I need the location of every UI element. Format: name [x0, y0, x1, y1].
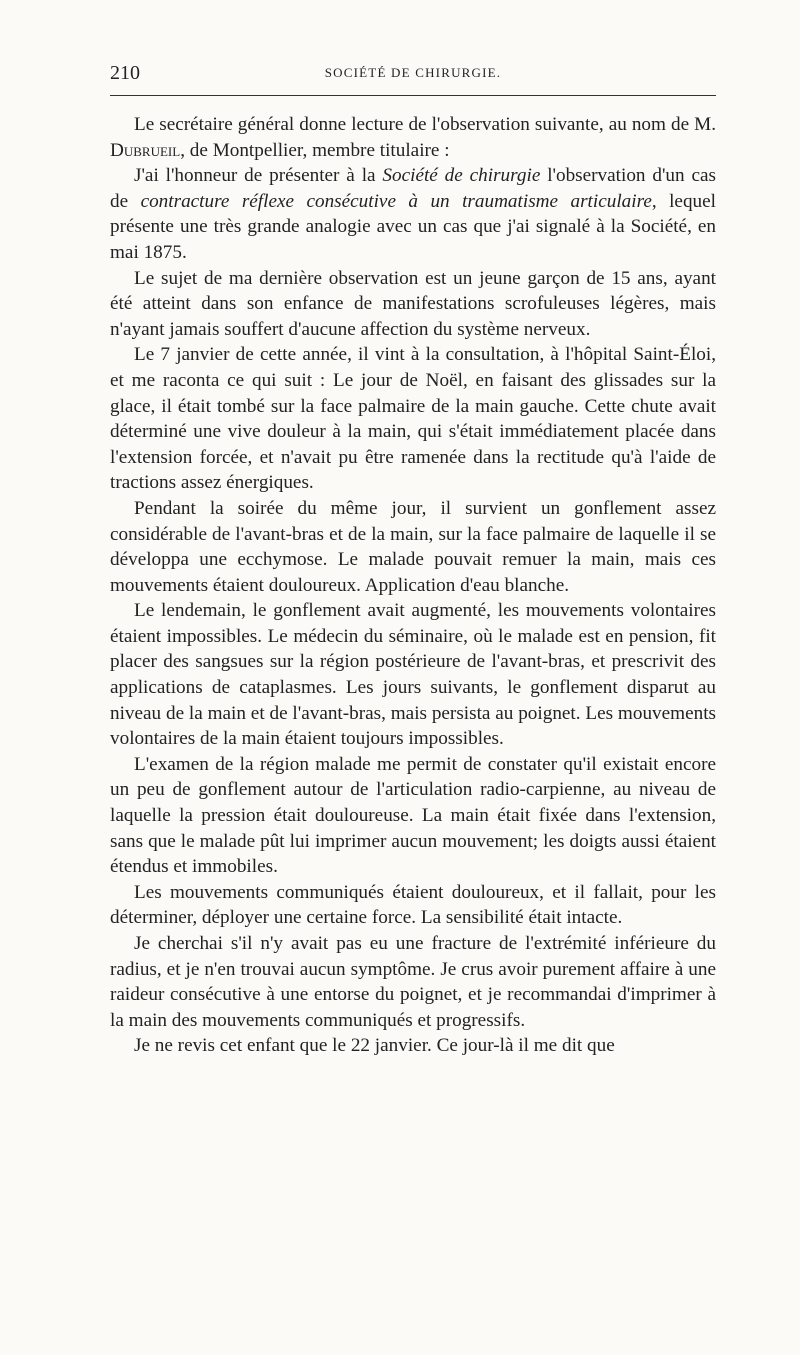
paragraph-8: Les mouvements communiqués étaient douloureux, et il fallait, pour les déterminer, déployer une certaine force. La sensibilité était intacte.: [110, 881, 716, 929]
paragraph-2: J'ai l'honneur de présenter à la Société de chirurgie l'observation d'un cas de contracture réflexe consécutive à un traumatisme articulaire, lequel présente une très grande analogie avec un cas que j'ai signalé à la Société, en mai 1875.: [110, 165, 716, 263]
paragraph-3: Le sujet de ma dernière observation est un jeune garçon de 15 ans, ayant été atteint dans son enfance de manifestations scrofuleuses légères, mais n'ayant jamais souffert d'aucune affection du système nerveux.: [110, 267, 716, 340]
paragraph-10: Je ne revis cet enfant que le 22 janvier. Ce jour-là il me dit que: [134, 1035, 615, 1057]
page-header: [110, 58, 716, 88]
paragraph-5: Pendant la soirée du même jour, il survient un gonflement assez considérable de l'avant-bras et de la main, sur la face palmaire de laquelle il se développa une ecchymose. Le malade pouvait remuer la main, mais ces mouvements étaient douloureux. Application d'eau blanche.: [110, 497, 716, 596]
paragraph-9: Je cherchai s'il n'y avait pas eu une fracture de l'extrémité inférieure du radius, et je n'en trouvai aucun symptôme. Je crus avoir purement affaire à une raideur consécutive à une entorse du poignet, et je recommandai d'imprimer à la main des mouvements communiqués et progressifs.: [110, 933, 716, 1031]
society-name: Société de chirurgie: [382, 165, 541, 187]
paragraph-4: Le 7 janvier de cette année, il vint à la consultation, à l'hôpital Saint-Éloi, et me raconta ce qui suit : Le jour de Noël, en faisant des glissades sur la glace, il était tombé sur la face palmaire de la main gauche. Cette chute avait déterminé une vive douleur à la main, qui s'était immédiatement placée dans l'extension forcée, et n'avait pu être ramenée dans la rectitude qu'à l'aide de tractions assez énergiques.: [110, 344, 716, 494]
page-number: 210: [110, 62, 140, 84]
running-title: SOCIÉTÉ DE CHIRURGIE.: [324, 65, 502, 80]
paragraph-7: L'examen de la région malade me permit de constater qu'il existait encore un peu de gonflement autour de l'articulation radio-carpienne, au niveau de laquelle la pression était douloureuse. La main était fixée dans l'extension, sans que le malade pût lui imprimer aucun mouvement; les doigts aussi étaient étendus et immobiles.: [110, 753, 716, 878]
paragraph-6: Le lendemain, le gonflement avait augmenté, les mouvements volontaires étaient impossibles. Le médecin du séminaire, où le malade est en pension, fit placer des sangsues sur la région postérieure de l'avant-bras, et prescrivit des applications de cataplasmes. Les jours suivants, le gonflement disparut au niveau de la main et de l'avant-bras, mais persista au poignet. Les mouvements volontaires de la main étaient toujours impossibles.: [110, 600, 716, 750]
author-name: Dubrueil: [110, 139, 181, 161]
case-title: contracture réflexe consécutive à un traumatisme articulaire: [140, 190, 652, 212]
header-rule: [110, 95, 716, 96]
body-text: [110, 112, 716, 1059]
paragraph-1: Le secrétaire général donne lecture de l'observation suivante, au nom de M. Dubrueil, de Montpellier, membre titulaire :: [110, 114, 716, 161]
